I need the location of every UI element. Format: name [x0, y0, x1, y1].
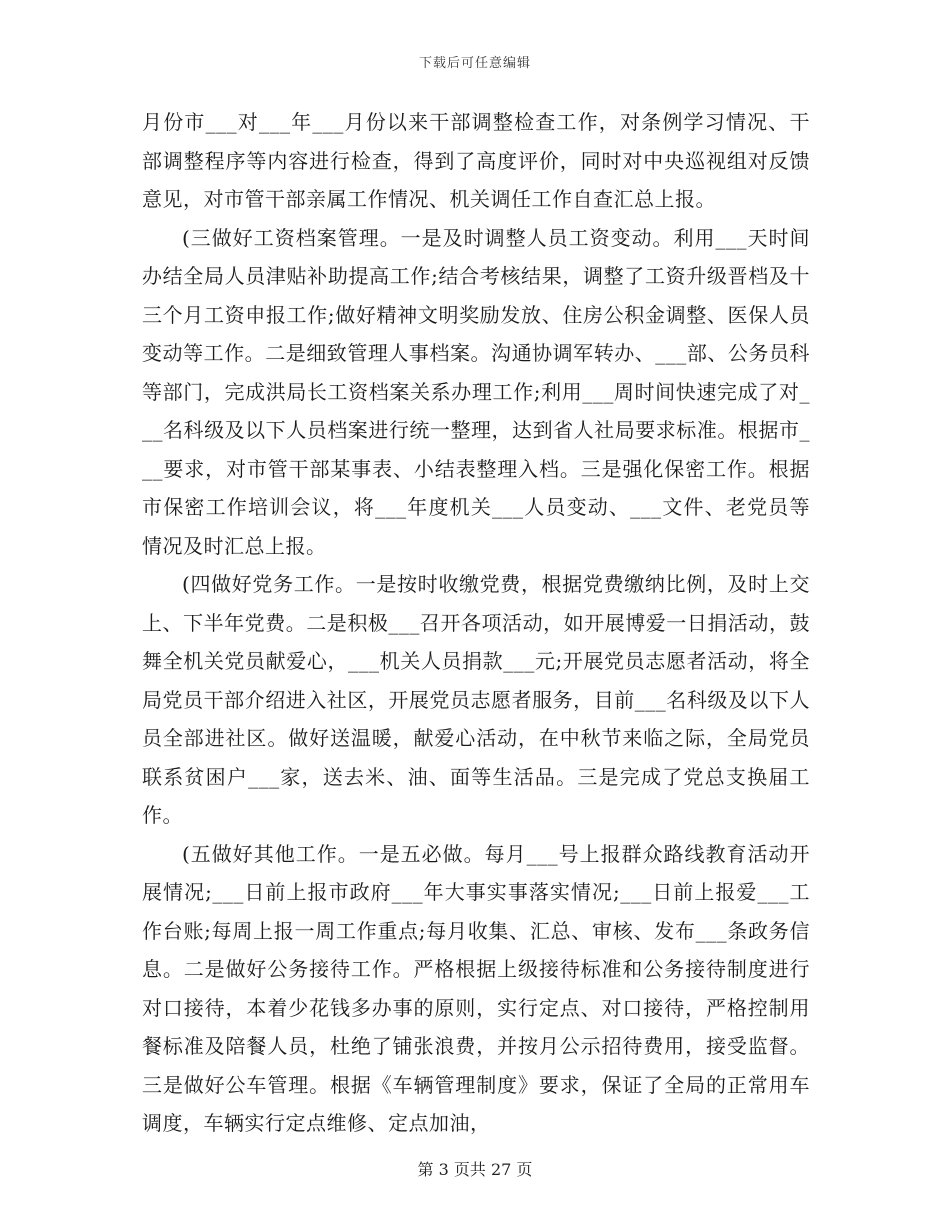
paragraph-4: (五做好其他工作。一是五必做。每月___号上报群众路线教育活动开展情况;___日前上报市政府___年大事实事落实情况;___日前上报爱___工作台账;每周上报一周工作重点;每月收集、汇总、审核、发布___条政务信息。二是做好公务接待工作。严格根据上级接待标准和公务接待制度进行对口接待，本着少花钱多办事的原则，实行定点、对口接待，严格控制用餐标准及陪餐人员，杜绝了铺张浪费，并按月公示招待费用，接受监督。三是做好公车管理。根据《车辆管理制度》要求，保证了全局的正常用车调度，车辆实行定点维修、定点加油，: [142, 841, 810, 1135]
paragraph-3: (四做好党务工作。一是按时收缴党费，根据党费缴纳比例，及时上交上、下半年党费。二是积极___召开各项活动，如开展博爱一日捐活动，鼓舞全机关党员献爱心，___机关人员捐款___元;开展党员志愿者活动，将全局党员干部介绍进入社区，开展党员志愿者服务，目前___名科级及以下人员全部进社区。做好送温暖，献爱心活动，在中秋节来临之际，全局党员联系贫困户___家，送去米、油、面等生活品。三是完成了党总支换届工作。: [142, 572, 810, 827]
page-footer: 第 3 页共 27 页: [417, 1160, 533, 1179]
document-body: [142, 103, 810, 1143]
page-header: 下载后可任意编辑: [418, 56, 531, 71]
paragraph-2: (三做好工资档案管理。一是及时调整人员工资变动。利用___天时间办结全局人员津贴补助提高工作;结合考核结果，调整了工资升级晋档及十三个月工资申报工作;做好精神文明奖励发放、住房公积金调整、医保人员变动等工作。二是细致管理人事档案。沟通协调军转办、___部、公务员科等部门，完成洪局长工资档案关系办理工作;利用___周时间快速完成了对___名科级及以下人员档案进行统一整理，达到省人社局要求标准。根据市___要求，对市管干部某事表、小结表整理入档。三是强化保密工作。根据市保密工作培训会议，将___年度机关___人员变动、___文件、老党员等情况及时汇总上报。: [142, 225, 810, 558]
paragraph-1: 月份市___对___年___月份以来干部调整检查工作，对条例学习情况、干部调整程序等内容进行检查，得到了高度评价，同时对中央巡视组对反馈意见，对市管干部亲属工作情况、机关调任工作自查汇总上报。: [142, 110, 810, 211]
